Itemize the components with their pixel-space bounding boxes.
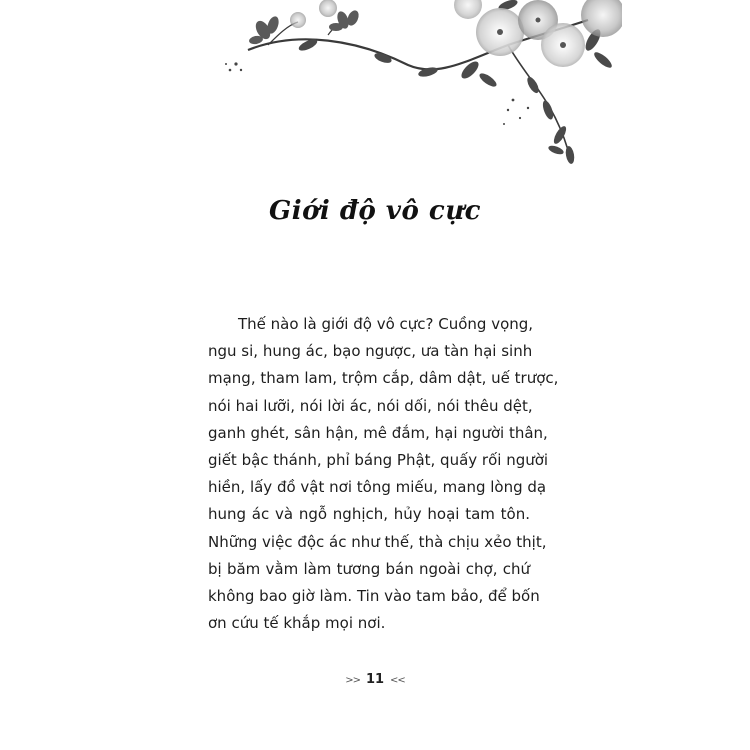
text-line: Thế nào là giới độ vô cực? Cuồng vọng, — [238, 315, 534, 333]
text-line: ngu si, hung ác, bạo ngược, ưa tàn hại sinh — [208, 342, 533, 361]
page-number-value: 11 — [365, 672, 385, 687]
text-line: giết bậc thánh, phỉ báng Phật, quấy rối người — [208, 450, 549, 469]
text-line: nói hai lưỡi, nói lời ác, nói dối, nói thêu dệt, — [208, 396, 533, 415]
text-line: mạng, tham lam, trộm cắp, dâm dật, uế trược, — [208, 369, 559, 388]
text-line: hung ác và ngỗ nghịch, hủy hoại tam tôn. — [208, 505, 530, 524]
page-number-right-marks: << — [390, 675, 405, 686]
text-line: ganh ghét, sân hận, mê đắm, hại người thân, — [208, 423, 548, 442]
page-number-left-marks: >> — [345, 675, 360, 686]
text-line: hiền, lấy đồ vật nơi tông miếu, mang lòng dạ — [208, 478, 547, 497]
text-line: Những việc độc ác như thế, thà chịu xẻo thịt, — [208, 532, 547, 551]
flower-branch-illustration — [208, 0, 622, 175]
page-number — [0, 672, 750, 687]
text-line: bị băm vằm làm tương bán ngoài chợ, chứ — [208, 559, 530, 578]
watercolor-flower-branch-icon — [208, 0, 622, 175]
body-paragraph — [208, 311, 559, 637]
text-line: không bao giờ làm. Tin vào tam bảo, để bốn — [208, 586, 540, 605]
chapter-title: Giới độ vô cực — [269, 196, 481, 226]
text-line: ơn cứu tế khắp mọi nơi. — [208, 614, 386, 633]
